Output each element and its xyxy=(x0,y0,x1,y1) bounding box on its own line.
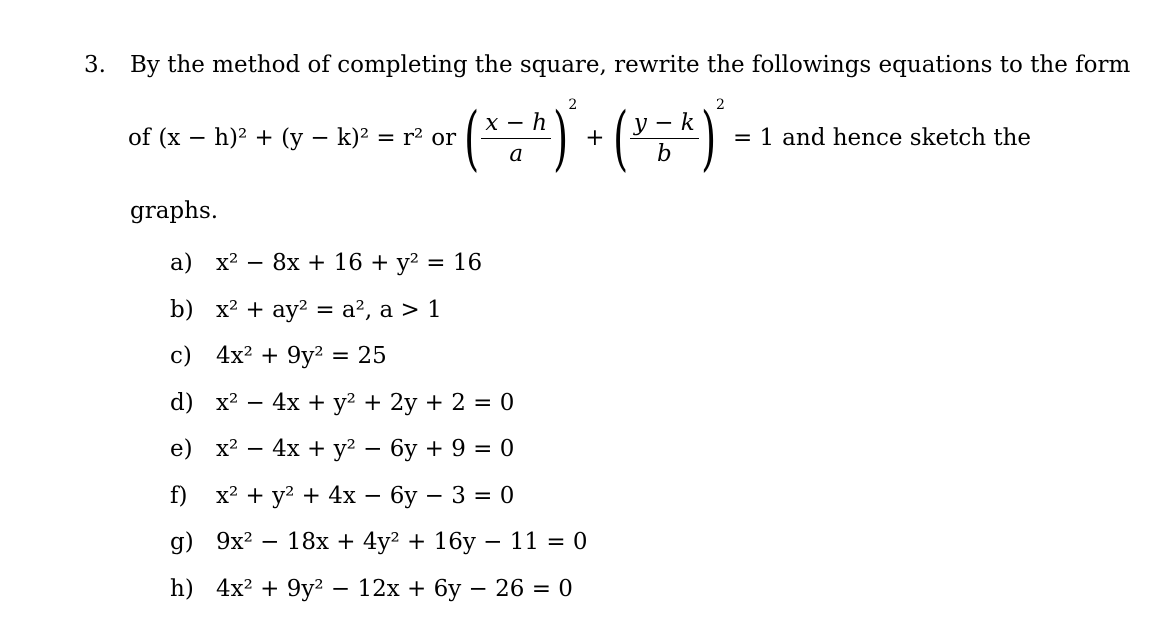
list-item xyxy=(170,240,588,287)
item-equation: x² + y² + 4x − 6y − 3 = 0 xyxy=(216,482,515,509)
item-equation: x² − 8x + 16 + y² = 16 xyxy=(216,250,483,277)
problem-number: 3. xyxy=(84,52,106,78)
list-item xyxy=(170,287,588,334)
ellipse-equals-one: = 1 xyxy=(732,125,775,151)
ellipse-form-equation: ( $\frac{x - h}{a}$ ) 2 + ( $\frac{y - k}{b}$ ) 2 = 1 xyxy=(464,97,775,179)
right-paren: ) xyxy=(700,97,716,179)
item-equation: x² − 4x + y² − 6y + 9 = 0 xyxy=(216,436,515,463)
fraction-x-denominator: a xyxy=(509,140,524,167)
item-equation: 4x² + 9y² − 12x + 6y − 26 = 0 xyxy=(216,575,573,602)
fraction-y-numerator: y − k xyxy=(630,110,699,139)
list-item xyxy=(170,473,588,520)
list-item xyxy=(170,380,588,427)
item-equation: x² − 4x + y² + 2y + 2 = 0 xyxy=(216,389,515,416)
item-label: e) xyxy=(170,436,193,463)
fraction-x-numerator: x − h xyxy=(481,110,551,139)
problem-intro: By the method of completing the square, rewrite the followings equations to the form xyxy=(130,52,1131,78)
left-paren: ( xyxy=(612,97,628,179)
item-equation: x² + ay² = a², a > 1 xyxy=(216,296,442,323)
fraction-y-denominator: b xyxy=(656,140,672,167)
item-label: c) xyxy=(170,343,192,370)
standard-form-line xyxy=(128,98,1031,178)
item-label: d) xyxy=(170,389,194,416)
item-label: g) xyxy=(170,529,194,556)
left-paren: ( xyxy=(464,97,480,179)
list-item xyxy=(170,426,588,473)
list-item xyxy=(170,333,588,380)
item-equation: 4x² + 9y² = 25 xyxy=(216,343,387,370)
item-label: b) xyxy=(170,296,194,323)
graphs-word: graphs. xyxy=(130,198,219,224)
equation-list xyxy=(170,240,588,612)
form-prefix: of xyxy=(128,125,151,151)
item-label: h) xyxy=(170,575,194,602)
fraction-y xyxy=(630,110,699,167)
form-suffix: and hence sketch the xyxy=(782,125,1032,151)
item-label: a) xyxy=(170,250,193,277)
item-equation: 9x² − 18x + 4y² + 16y − 11 = 0 xyxy=(216,529,588,556)
fraction-x xyxy=(481,110,551,167)
list-item xyxy=(170,566,588,613)
form-or: or xyxy=(431,125,457,151)
item-label: f) xyxy=(170,482,188,509)
circle-form-equation: (x − h)² + (y − k)² = r² xyxy=(158,125,424,151)
list-item xyxy=(170,519,588,566)
right-paren: ) xyxy=(553,97,569,179)
